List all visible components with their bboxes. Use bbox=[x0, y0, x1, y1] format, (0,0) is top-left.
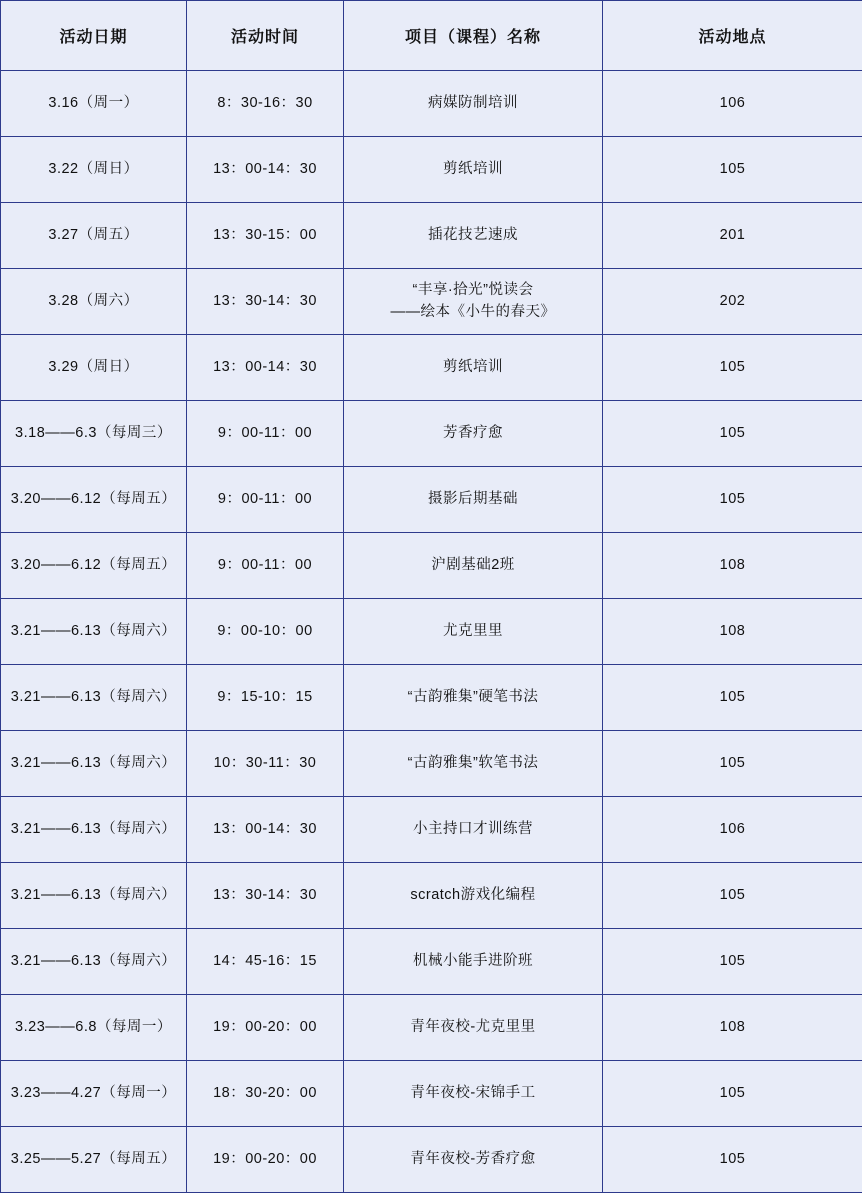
activity-name-line1: “古韵雅集”硬笔书法 bbox=[408, 689, 539, 705]
activity-name-line1: 剪纸培训 bbox=[443, 161, 503, 177]
table-body bbox=[1, 71, 862, 1193]
cell-activity-date: 3.21——6.13（每周六） bbox=[1, 797, 187, 863]
table-row bbox=[1, 929, 862, 995]
activity-name-line1: 小主持口才训练营 bbox=[413, 821, 533, 837]
cell-activity-date: 3.21——6.13（每周六） bbox=[1, 863, 187, 929]
table-row bbox=[1, 995, 862, 1061]
cell-activity-place: 106 bbox=[603, 797, 862, 863]
activity-name-line1: 插花技艺速成 bbox=[428, 227, 518, 243]
cell-activity-name bbox=[344, 1127, 603, 1193]
cell-activity-place: 105 bbox=[603, 863, 862, 929]
cell-activity-place: 105 bbox=[603, 929, 862, 995]
cell-activity-date: 3.20——6.12（每周五） bbox=[1, 467, 187, 533]
cell-activity-date: 3.29（周日） bbox=[1, 335, 187, 401]
cell-activity-time: 13：30-14：30 bbox=[187, 269, 344, 335]
cell-activity-name bbox=[344, 71, 603, 137]
cell-activity-name bbox=[344, 863, 603, 929]
cell-activity-place: 202 bbox=[603, 269, 862, 335]
cell-activity-time: 13：30-15：00 bbox=[187, 203, 344, 269]
activity-name-line1: scratch游戏化编程 bbox=[410, 887, 535, 903]
cell-activity-place: 105 bbox=[603, 665, 862, 731]
cell-activity-time: 13：00-14：30 bbox=[187, 797, 344, 863]
cell-activity-time: 9：00-11：00 bbox=[187, 533, 344, 599]
activity-name-line2: ——绘本《小牛的春天》 bbox=[350, 302, 596, 324]
cell-activity-name bbox=[344, 269, 603, 335]
cell-activity-name bbox=[344, 929, 603, 995]
activity-name-line1: 摄影后期基础 bbox=[428, 491, 518, 507]
cell-activity-time: 10：30-11：30 bbox=[187, 731, 344, 797]
cell-activity-place: 201 bbox=[603, 203, 862, 269]
table-row bbox=[1, 599, 862, 665]
table-row bbox=[1, 203, 862, 269]
activity-name-line1: “丰享·拾光”悦读会 bbox=[413, 282, 534, 298]
activity-name-line1: 剪纸培训 bbox=[443, 359, 503, 375]
cell-activity-name bbox=[344, 797, 603, 863]
cell-activity-place: 106 bbox=[603, 71, 862, 137]
cell-activity-date: 3.25——5.27（每周五） bbox=[1, 1127, 187, 1193]
cell-activity-date: 3.21——6.13（每周六） bbox=[1, 731, 187, 797]
cell-activity-time: 9：15-10：15 bbox=[187, 665, 344, 731]
table-row bbox=[1, 533, 862, 599]
table-header bbox=[1, 1, 862, 71]
table-row bbox=[1, 269, 862, 335]
cell-activity-date: 3.20——6.12（每周五） bbox=[1, 533, 187, 599]
activity-name-line1: 芳香疗愈 bbox=[443, 425, 503, 441]
cell-activity-place: 105 bbox=[603, 467, 862, 533]
table-row bbox=[1, 467, 862, 533]
cell-activity-date: 3.16（周一） bbox=[1, 71, 187, 137]
cell-activity-date: 3.27（周五） bbox=[1, 203, 187, 269]
cell-activity-place: 108 bbox=[603, 533, 862, 599]
table-row bbox=[1, 863, 862, 929]
activity-name-line1: 沪剧基础2班 bbox=[431, 557, 515, 573]
cell-activity-name bbox=[344, 665, 603, 731]
activity-name-line1: 青年夜校-宋锦手工 bbox=[410, 1085, 535, 1101]
table-row bbox=[1, 731, 862, 797]
table-row bbox=[1, 797, 862, 863]
cell-activity-name bbox=[344, 599, 603, 665]
cell-activity-time: 13：30-14：30 bbox=[187, 863, 344, 929]
table-row bbox=[1, 71, 862, 137]
table-row bbox=[1, 137, 862, 203]
cell-activity-date: 3.18——6.3（每周三） bbox=[1, 401, 187, 467]
cell-activity-place: 108 bbox=[603, 995, 862, 1061]
column-header-name: 项目（课程）名称 bbox=[344, 1, 603, 71]
cell-activity-name bbox=[344, 995, 603, 1061]
table-row bbox=[1, 1127, 862, 1193]
cell-activity-place: 105 bbox=[603, 137, 862, 203]
cell-activity-name bbox=[344, 401, 603, 467]
cell-activity-place: 105 bbox=[603, 1061, 862, 1127]
table-header-row bbox=[1, 1, 862, 71]
cell-activity-time: 13：00-14：30 bbox=[187, 137, 344, 203]
column-header-place: 活动地点 bbox=[603, 1, 862, 71]
table-row bbox=[1, 335, 862, 401]
cell-activity-name bbox=[344, 203, 603, 269]
cell-activity-date: 3.22（周日） bbox=[1, 137, 187, 203]
cell-activity-time: 9：00-11：00 bbox=[187, 467, 344, 533]
cell-activity-time: 9：00-10：00 bbox=[187, 599, 344, 665]
cell-activity-place: 105 bbox=[603, 401, 862, 467]
cell-activity-time: 19：00-20：00 bbox=[187, 995, 344, 1061]
cell-activity-time: 9：00-11：00 bbox=[187, 401, 344, 467]
activity-name-line1: 机械小能手进阶班 bbox=[413, 953, 533, 969]
cell-activity-date: 3.23——4.27（每周一） bbox=[1, 1061, 187, 1127]
cell-activity-date: 3.28（周六） bbox=[1, 269, 187, 335]
table-row bbox=[1, 1061, 862, 1127]
cell-activity-place: 108 bbox=[603, 599, 862, 665]
activity-name-line1: 青年夜校-尤克里里 bbox=[410, 1019, 535, 1035]
cell-activity-date: 3.23——6.8（每周一） bbox=[1, 995, 187, 1061]
cell-activity-time: 19：00-20：00 bbox=[187, 1127, 344, 1193]
cell-activity-date: 3.21——6.13（每周六） bbox=[1, 599, 187, 665]
cell-activity-name bbox=[344, 533, 603, 599]
cell-activity-date: 3.21——6.13（每周六） bbox=[1, 665, 187, 731]
cell-activity-place: 105 bbox=[603, 731, 862, 797]
cell-activity-name bbox=[344, 1061, 603, 1127]
activity-name-line1: 病媒防制培训 bbox=[428, 95, 518, 111]
cell-activity-time: 18：30-20：00 bbox=[187, 1061, 344, 1127]
column-header-time: 活动时间 bbox=[187, 1, 344, 71]
cell-activity-date: 3.21——6.13（每周六） bbox=[1, 929, 187, 995]
cell-activity-place: 105 bbox=[603, 1127, 862, 1193]
cell-activity-time: 13：00-14：30 bbox=[187, 335, 344, 401]
cell-activity-time: 8：30-16：30 bbox=[187, 71, 344, 137]
table-row bbox=[1, 665, 862, 731]
column-header-date: 活动日期 bbox=[1, 1, 187, 71]
cell-activity-name bbox=[344, 467, 603, 533]
activity-name-line1: 尤克里里 bbox=[443, 623, 503, 639]
table-row bbox=[1, 401, 862, 467]
cell-activity-time: 14：45-16：15 bbox=[187, 929, 344, 995]
cell-activity-place: 105 bbox=[603, 335, 862, 401]
cell-activity-name bbox=[344, 731, 603, 797]
activity-name-line1: 青年夜校-芳香疗愈 bbox=[410, 1151, 535, 1167]
activity-name-line1: “古韵雅集”软笔书法 bbox=[408, 755, 539, 771]
cell-activity-name bbox=[344, 137, 603, 203]
cell-activity-name bbox=[344, 335, 603, 401]
